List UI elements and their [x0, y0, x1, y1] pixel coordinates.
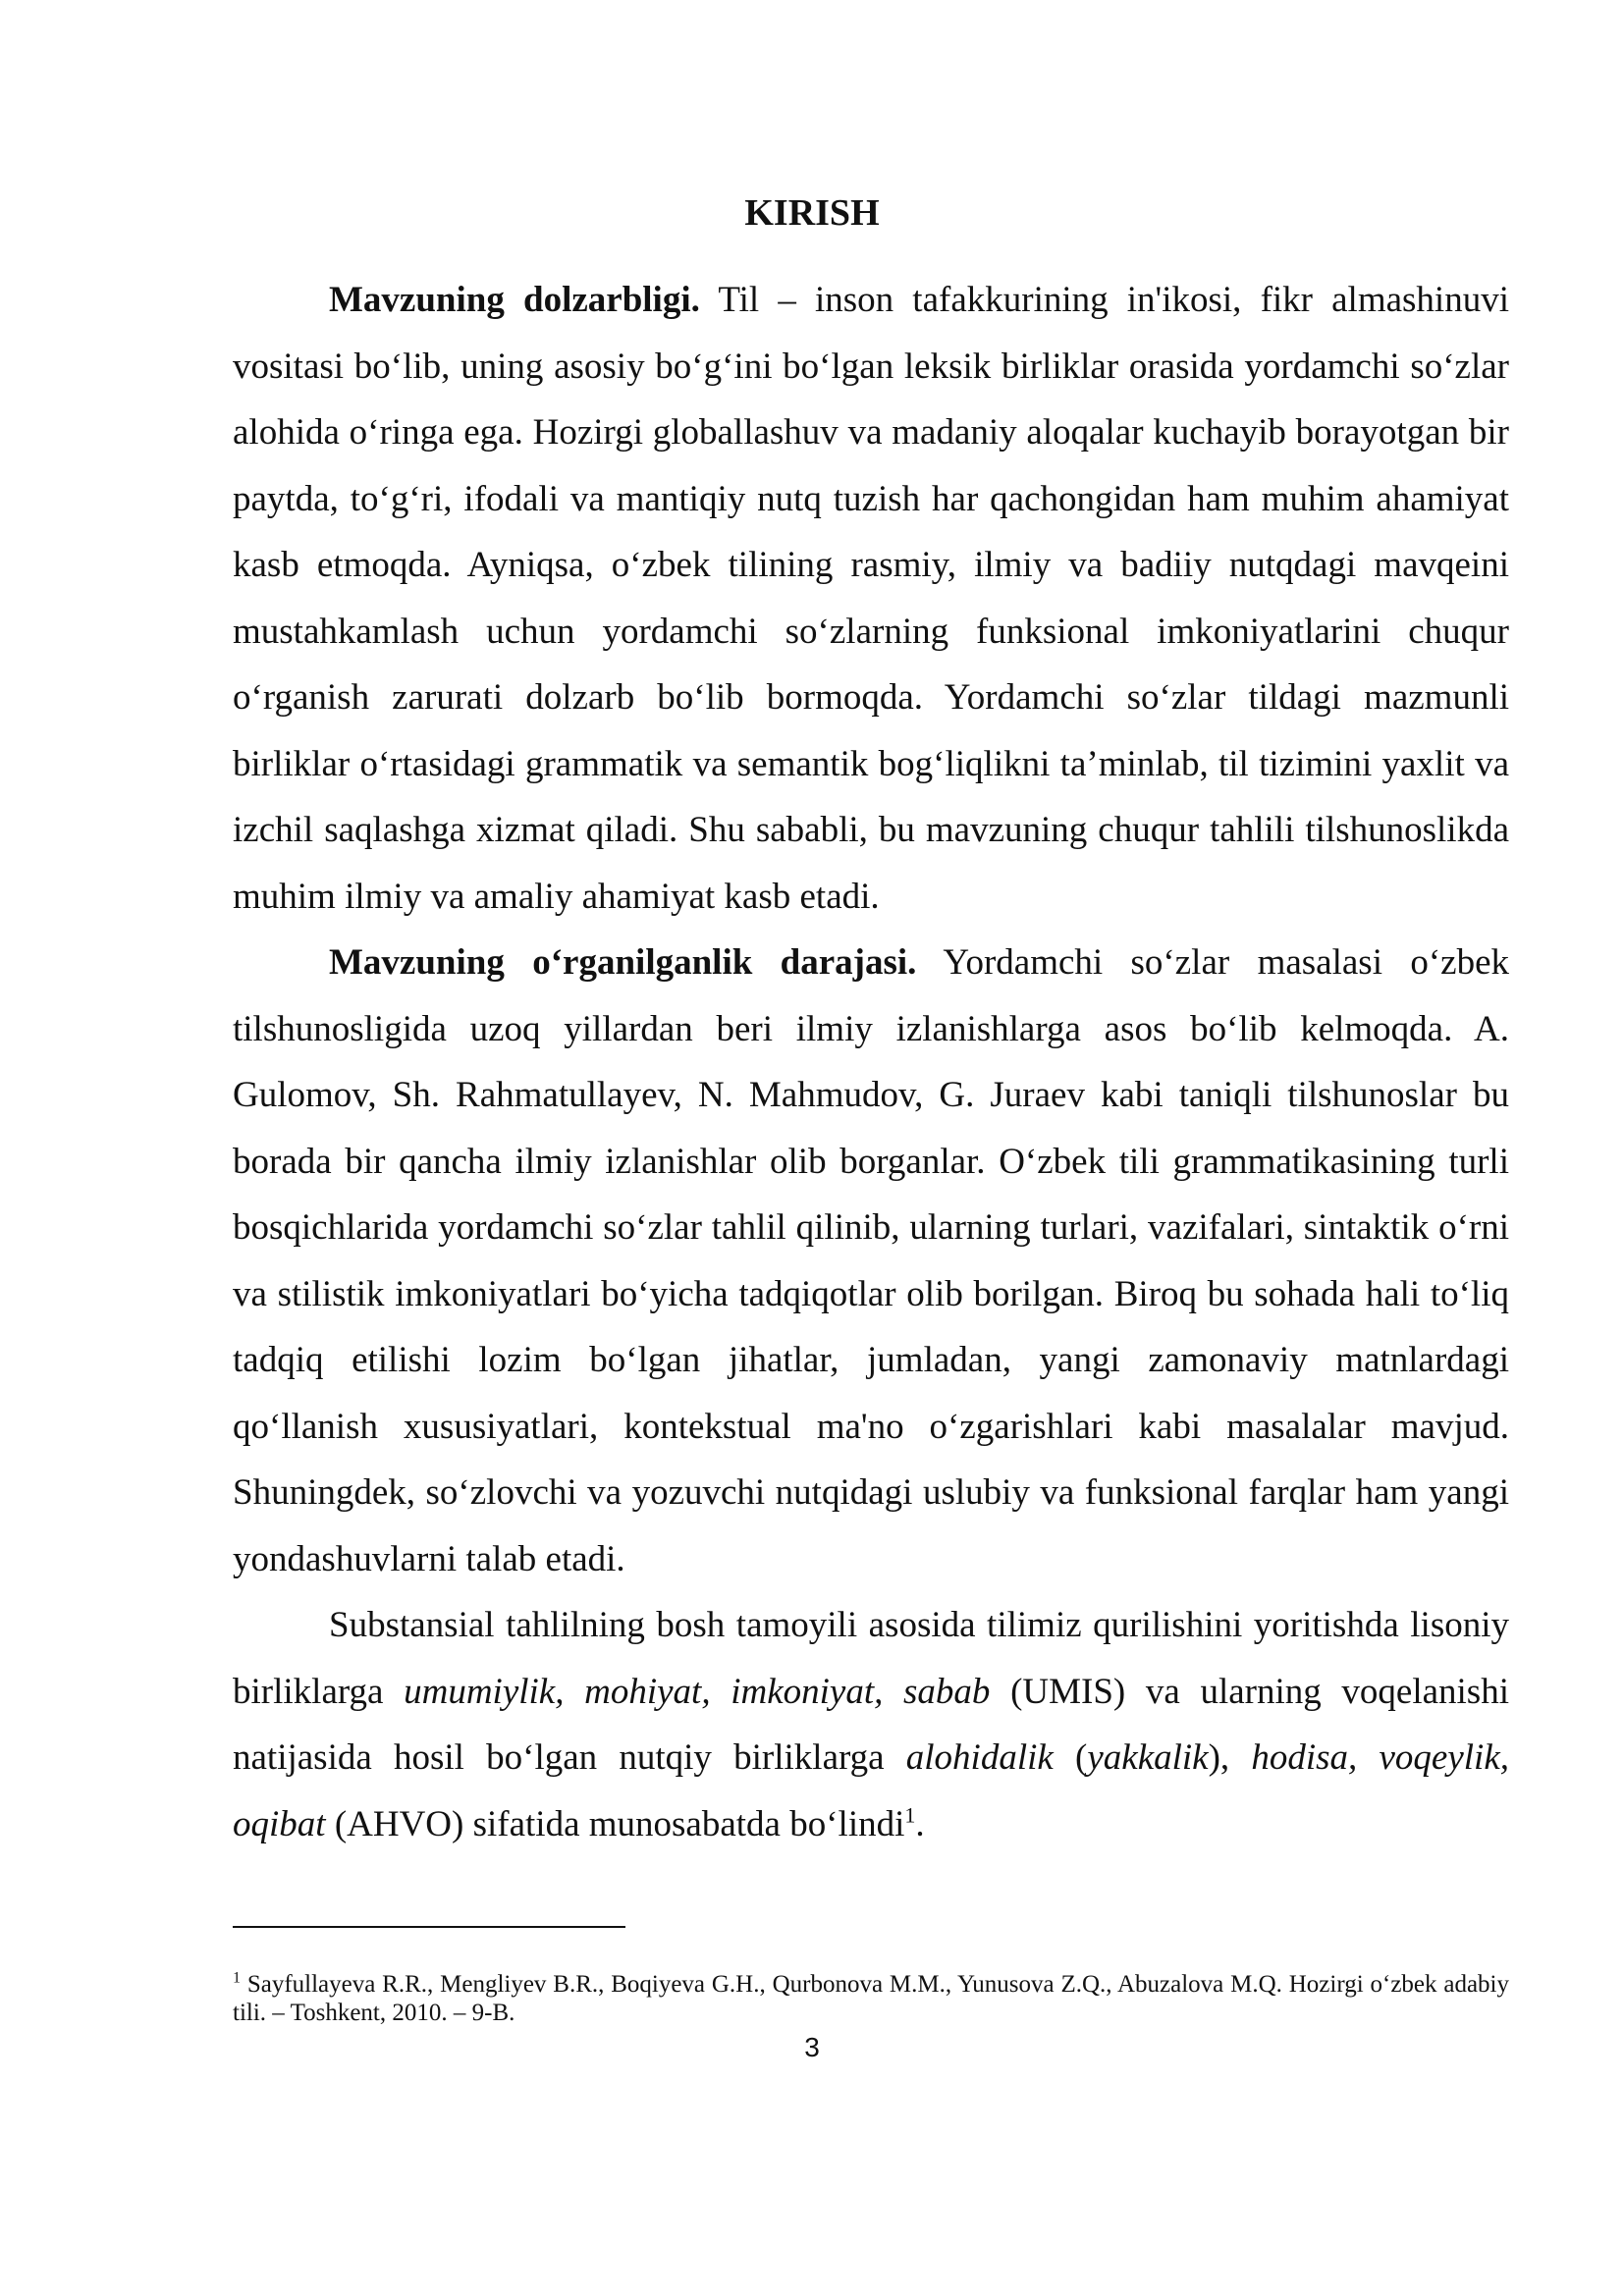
text-run: Substansial tahlilning bosh tamoyili asosida tilimiz qurilishini yoritishda lisoniy birliklarga	[233, 1605, 1509, 1712]
text-run: ),	[1208, 1737, 1252, 1778]
paragraph-study-level	[233, 930, 1509, 1592]
body-text	[233, 267, 1509, 1857]
paragraph-text: Til – inson tafakkurining in'ikosi, fikr almashinuvi vositasi bo‘lib, uning asosiy bo‘g‘ini bo‘lgan leksik birliklar orasida yordamchi so‘zlar alohida o‘ringa ega. Hozirgi globallashuv va madaniy aloqalar kuchayib borayotgan bir paytda, to‘g‘ri, ifodali va mantiqiy nutq tuzish har qachongidan ham muhim ahamiyat kasb etmoqda. Ayniqsa, o‘zbek tilining rasmiy, ilmiy va badiiy nutqdagi mavqeini mustahkamlash uchun yordamchi so‘zlarning funksional imkoniyatlarini chuqur o‘rganish zarurati dolzarb bo‘lib bormoqda. Yordamchi so‘zlar tildagi mazmunli birliklar o‘rtasidagi grammatik va semantik bog‘liqlikni ta’minlab, til tizimini yaxlit va izchil saqlashga xizmat qiladi. Shu sababli, bu mavzuning chuqur tahlili tilshunoslikda muhim ilmiy va amaliy ahamiyat kasb etadi.	[233, 280, 1509, 917]
footnote-separator	[233, 1926, 625, 1928]
italic-run: yakkalik	[1087, 1737, 1209, 1778]
paragraph-heading: Mavzuning o‘rganilganlik darajasi.	[329, 942, 917, 983]
text-run: .	[915, 1803, 925, 1844]
footnote	[233, 1970, 1509, 2027]
page-title: KIRISH	[744, 192, 880, 234]
paragraph-heading: Mavzuning dolzarbligi.	[329, 280, 700, 320]
paragraph-text: Yordamchi so‘zlar masalasi o‘zbek tilshunosligida uzoq yillardan beri ilmiy izlanishlarga asos bo‘lib kelmoqda. A. Gulomov, Sh. Rahmatullayev, N. Mahmudov, G. Juraev kabi taniqli tilshunoslar bu borada bir qancha ilmiy izlanishlar olib borganlar. O‘zbek tili grammatikasining turli bosqichlarida yordamchi so‘zlar tahlil qilinib, ularning turlari, vazifalari, sintaktik o‘rni va stilistik imkoniyatlari bo‘yicha tadqiqotlar olib borilgan. Biroq bu sohada hali to‘liq tadqiq etilishi lozim bo‘lgan jihatlar, jumladan, yangi zamonaviy matnlardagi qo‘llanish xususiyatlari, kontekstual ma'no o‘zgarishlari kabi masalalar mavjud. Shuningdek, so‘zlovchi va yozuvchi nutqidagi uslubiy va funksional farqlar ham yangi yondashuvlarni talab etadi.	[233, 942, 1510, 1579]
text-run: (AHVO) sifatida munosabatda bo‘lindi	[325, 1803, 905, 1844]
paragraph-relevance	[233, 267, 1509, 930]
footnote-text: Sayfullayeva R.R., Mengliyev B.R., Boqiyeva G.H., Qurbonova M.M., Yunusova Z.Q., Abuzalova M.Q. Hozirgi o‘zbek adabiy tili. – Toshkent, 2010. – 9-B.	[233, 1971, 1509, 2026]
footnote-marker: 1	[233, 1969, 241, 1987]
italic-run: hodisa, voqeylik, oqibat	[233, 1737, 1510, 1844]
italic-run: umumiylik, mohiyat, imkoniyat, sabab	[404, 1671, 991, 1712]
italic-run: alohidalik	[905, 1737, 1054, 1778]
footnote-reference[interactable]: 1	[904, 1802, 916, 1828]
page-number: 3	[804, 2032, 820, 2062]
text-run: (UMIS) va ularning voqelanishi natijasida hosil bo‘lgan nutqiy birliklarga	[233, 1671, 1509, 1778]
text-run: (	[1053, 1737, 1088, 1778]
paragraph-substantial-analysis	[233, 1592, 1509, 1857]
